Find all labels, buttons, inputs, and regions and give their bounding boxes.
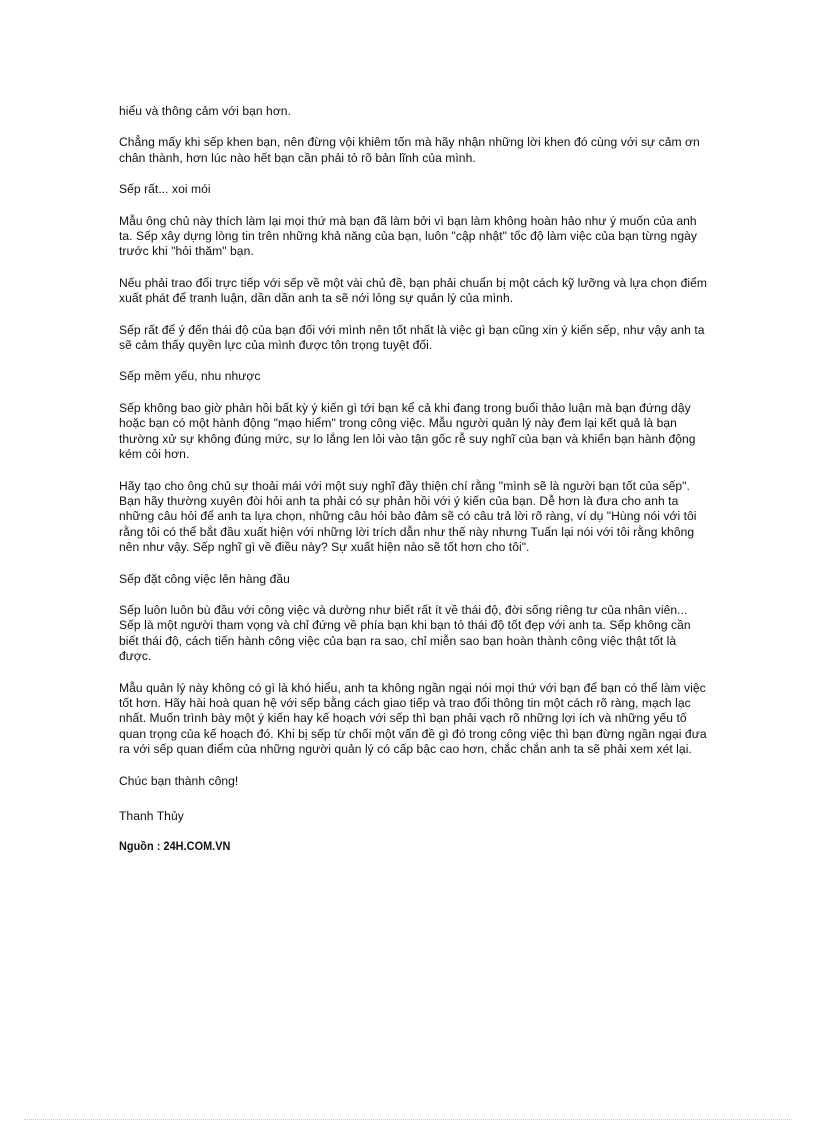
paragraph-workaholic-boss-description: Sếp luôn luôn bù đầu với công việc và dường như biết rất ít về thái độ, đời sống riêng tư của nhân viên... Sếp là một người tham vọng và chỉ đứng về phía bạn khi bạn tỏ thái độ tốt đẹp với anh ta. Sếp không cần biết thái độ, cách tiến hành công việc của bạn ra sao, chỉ miễn sao bạn hoàn thành công việc thật tốt là được. [119,602,691,664]
section-heading-workaholic-boss: Sếp đặt công việc lên hàng đầu [119,571,290,586]
paragraph-picky-boss-description: Mẫu ông chủ này thích làm lại mọi thứ mà bạn đã làm bởi vì bạn làm không hoàn hảo như ý muốn của anh ta. Sếp xây dựng lòng tin trên những khả năng của bạn, luôn "cập nhật" tốc độ làm việc của bạn từng ngày trước khi "hỏi thăm" bạn. [119,213,697,259]
document-body [119,104,709,871]
section-heading-weak-boss: Sếp mềm yếu, nhu nhược [119,369,261,384]
closing-wish: Chúc bạn thành công! [119,773,239,788]
author-signature: Thanh Thủy [119,809,184,823]
paragraph-weak-boss-description: Sếp không bao giờ phản hồi bất kỳ ý kiến gì tới bạn kể cả khi đang trong buổi thảo luận mà bạn đứng dậy hoặc bạn có một hành động "mạo hiểm" trong công việc. Mẫu người quản lý này đem lại kết quả là bạn thường xử sự không đúng mức, sự lo lắng len lỏi vào tận gốc rễ suy nghĩ của bạn và khiến bạn hành động kém cỏi hơn. [119,400,696,462]
paragraph-continuation: hiểu và thông cảm với bạn hơn. [119,104,291,118]
paragraph-workaholic-boss-advice: Mẫu quản lý này không có gì là khó hiểu, anh ta không ngần ngại nói mọi thứ với bạn để bạn có thể làm việc tốt hơn. Hãy hài hoà quan hệ với sếp bằng cách giao tiếp và trao đổi thông tin một cách rõ ràng, mạch lạc nhất. Muốn trình bày một ý kiến hay kế hoạch với sếp thì bạn phải vạch rõ những lợi ích và những yếu tố quan trọng của kế hoạch đó. Khi bị sếp từ chối một vấn đề gì đó trong công việc thì bạn đừng ngần ngại đưa ra với sếp quan điểm của những người quản lý có cấp bậc cao hơn, chắc chắn anh ta sẽ phải xem xét lại. [119,680,707,757]
page-bottom-divider [24,1119,792,1120]
source-line [119,839,709,854]
paragraph-picky-boss-advice-1: Nếu phải trao đổi trực tiếp với sếp về một vài chủ đề, bạn phải chuẩn bị một cách kỹ lưỡng và lựa chọn điểm xuất phát để tranh luận, dần dần anh ta sẽ nới lỏng sự quản lý của mình. [119,275,708,306]
source-label: Nguồn : 24H.COM.VN [119,839,231,854]
paragraph-weak-boss-advice: Hãy tạo cho ông chủ sự thoải mái với một suy nghĩ đầy thiện chí rằng "mình sẽ là người bạn tốt của sếp". Bạn hãy thường xuyên đòi hỏi anh ta phải có sự phản hồi với ý kiến của bạn. Dễ hơn là đưa cho anh ta những câu hỏi để anh ta lựa chọn, những câu hỏi bảo đảm sẽ có câu trả lời rõ ràng, ví dụ "Hùng nói với tôi rằng tôi có thể bắt đầu xuất hiện với những lời trích dẫn như thế này nhưng Tuấn lại nói với tôi rằng không nên như vậy. Sếp nghĩ gì về điều này? Sự xuất hiện nào sẽ tốt hơn cho tôi". [119,478,697,555]
paragraph-praise: Chẳng mấy khi sếp khen bạn, nên đừng vội khiêm tốn mà hãy nhận những lời khen đó cùng với sự cảm ơn chân thành, hơn lúc nào hết bạn cần phải tỏ rõ bản lĩnh của mình. [119,135,700,165]
section-heading-picky-boss: Sếp rất... xoi mói [119,182,211,197]
paragraph-picky-boss-advice-2: Sếp rất để ý đến thái độ của bạn đối với mình nên tốt nhất là việc gì bạn cũng xin ý kiến sếp, như vậy anh ta sẽ cảm thấy quyền lực của mình được tôn trọng tuyệt đối. [119,322,705,353]
